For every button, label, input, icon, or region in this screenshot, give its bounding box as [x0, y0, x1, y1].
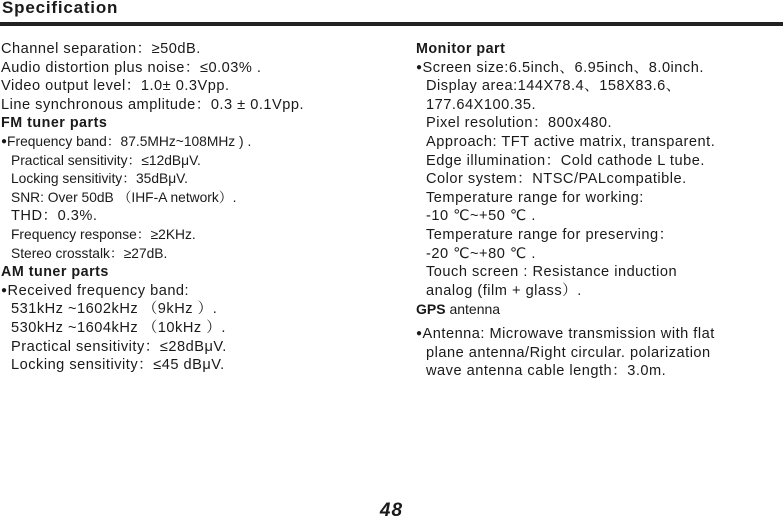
spec-line: Practical sensitivity：≤12dBμV.	[11, 152, 201, 168]
spec-text: Received frequency band:	[7, 282, 190, 299]
spec-line: -20 ℃~+80 ℃ .	[426, 245, 536, 262]
spec-line: analog (film + glass）.	[426, 282, 582, 299]
section-heading-monitor: Monitor part	[416, 41, 506, 57]
spec-bullet-line	[1, 133, 386, 152]
section-heading-fm: FM tuner parts	[1, 115, 108, 132]
spec-line: Temperature range for working:	[426, 189, 644, 206]
spec-bullet-line	[416, 325, 783, 344]
spec-line: Audio distortion plus noise：≤0.03% .	[1, 59, 262, 76]
spec-line: Locking sensitivity：≤45 dBμV.	[11, 357, 225, 374]
spec-line: plane antenna/Right circular. polarization	[426, 344, 711, 361]
right-column	[416, 40, 783, 381]
spec-line: Line synchronous amplitude：0.3 ± 0.1Vpp.	[1, 96, 305, 113]
gps-heading-rest: antenna	[445, 301, 501, 318]
spec-line: Edge illumination：Cold cathode L tube.	[426, 152, 705, 169]
title-divider	[0, 22, 783, 26]
page-title: Specification	[2, 0, 119, 17]
gps-heading-bold: GPS	[416, 301, 446, 318]
spec-line: SNR: Over 50dB （IHF-A network）.	[11, 189, 237, 205]
section-heading-gps	[416, 300, 783, 319]
spec-bullet-line	[1, 282, 386, 301]
spec-line: Pixel resolution：800x480.	[426, 115, 613, 132]
spec-text: Screen size:6.5inch、6.95inch、8.0inch.	[422, 59, 704, 76]
spec-line: Display area:144X78.4、158X83.6、	[426, 78, 681, 95]
spec-bullet-line	[416, 59, 783, 78]
spec-line: Stereo crosstalk：≥27dB.	[11, 245, 168, 261]
spec-line: Locking sensitivity：35dBμV.	[11, 171, 188, 187]
spec-line: 177.64X100.35.	[426, 96, 537, 113]
spec-line: Practical sensitivity：≤28dBμV.	[11, 338, 227, 355]
spec-line: Approach: TFT active matrix, transparent.	[426, 133, 716, 150]
spec-line: Touch screen : Resistance induction	[426, 264, 678, 281]
page-number: 48	[379, 500, 404, 521]
spec-line: wave antenna cable length：3.0m.	[426, 363, 667, 380]
spec-line: Channel separation：≥50dB.	[1, 41, 201, 57]
spec-line: Temperature range for preserving：	[426, 226, 674, 243]
spec-text: Antenna: Microwave transmission with flat	[422, 325, 715, 342]
left-column	[1, 40, 386, 375]
spec-line: -10 ℃~+50 ℃ .	[426, 208, 536, 225]
spec-line: Color system：NTSC/PALcompatible.	[426, 171, 687, 188]
section-heading-am: AM tuner parts	[1, 264, 109, 281]
spec-line: Frequency response：≥2KHz.	[11, 226, 196, 242]
spec-line: Video output level：1.0± 0.3Vpp.	[1, 78, 230, 95]
spec-line: THD：0.3%.	[11, 208, 98, 225]
spec-text: Frequency band：87.5MHz~108MHz ) .	[7, 133, 252, 149]
spec-line: 531kHz ~1602kHz （9kHz ）.	[11, 301, 218, 318]
spec-line: 530kHz ~1604kHz （10kHz ）.	[11, 319, 226, 336]
